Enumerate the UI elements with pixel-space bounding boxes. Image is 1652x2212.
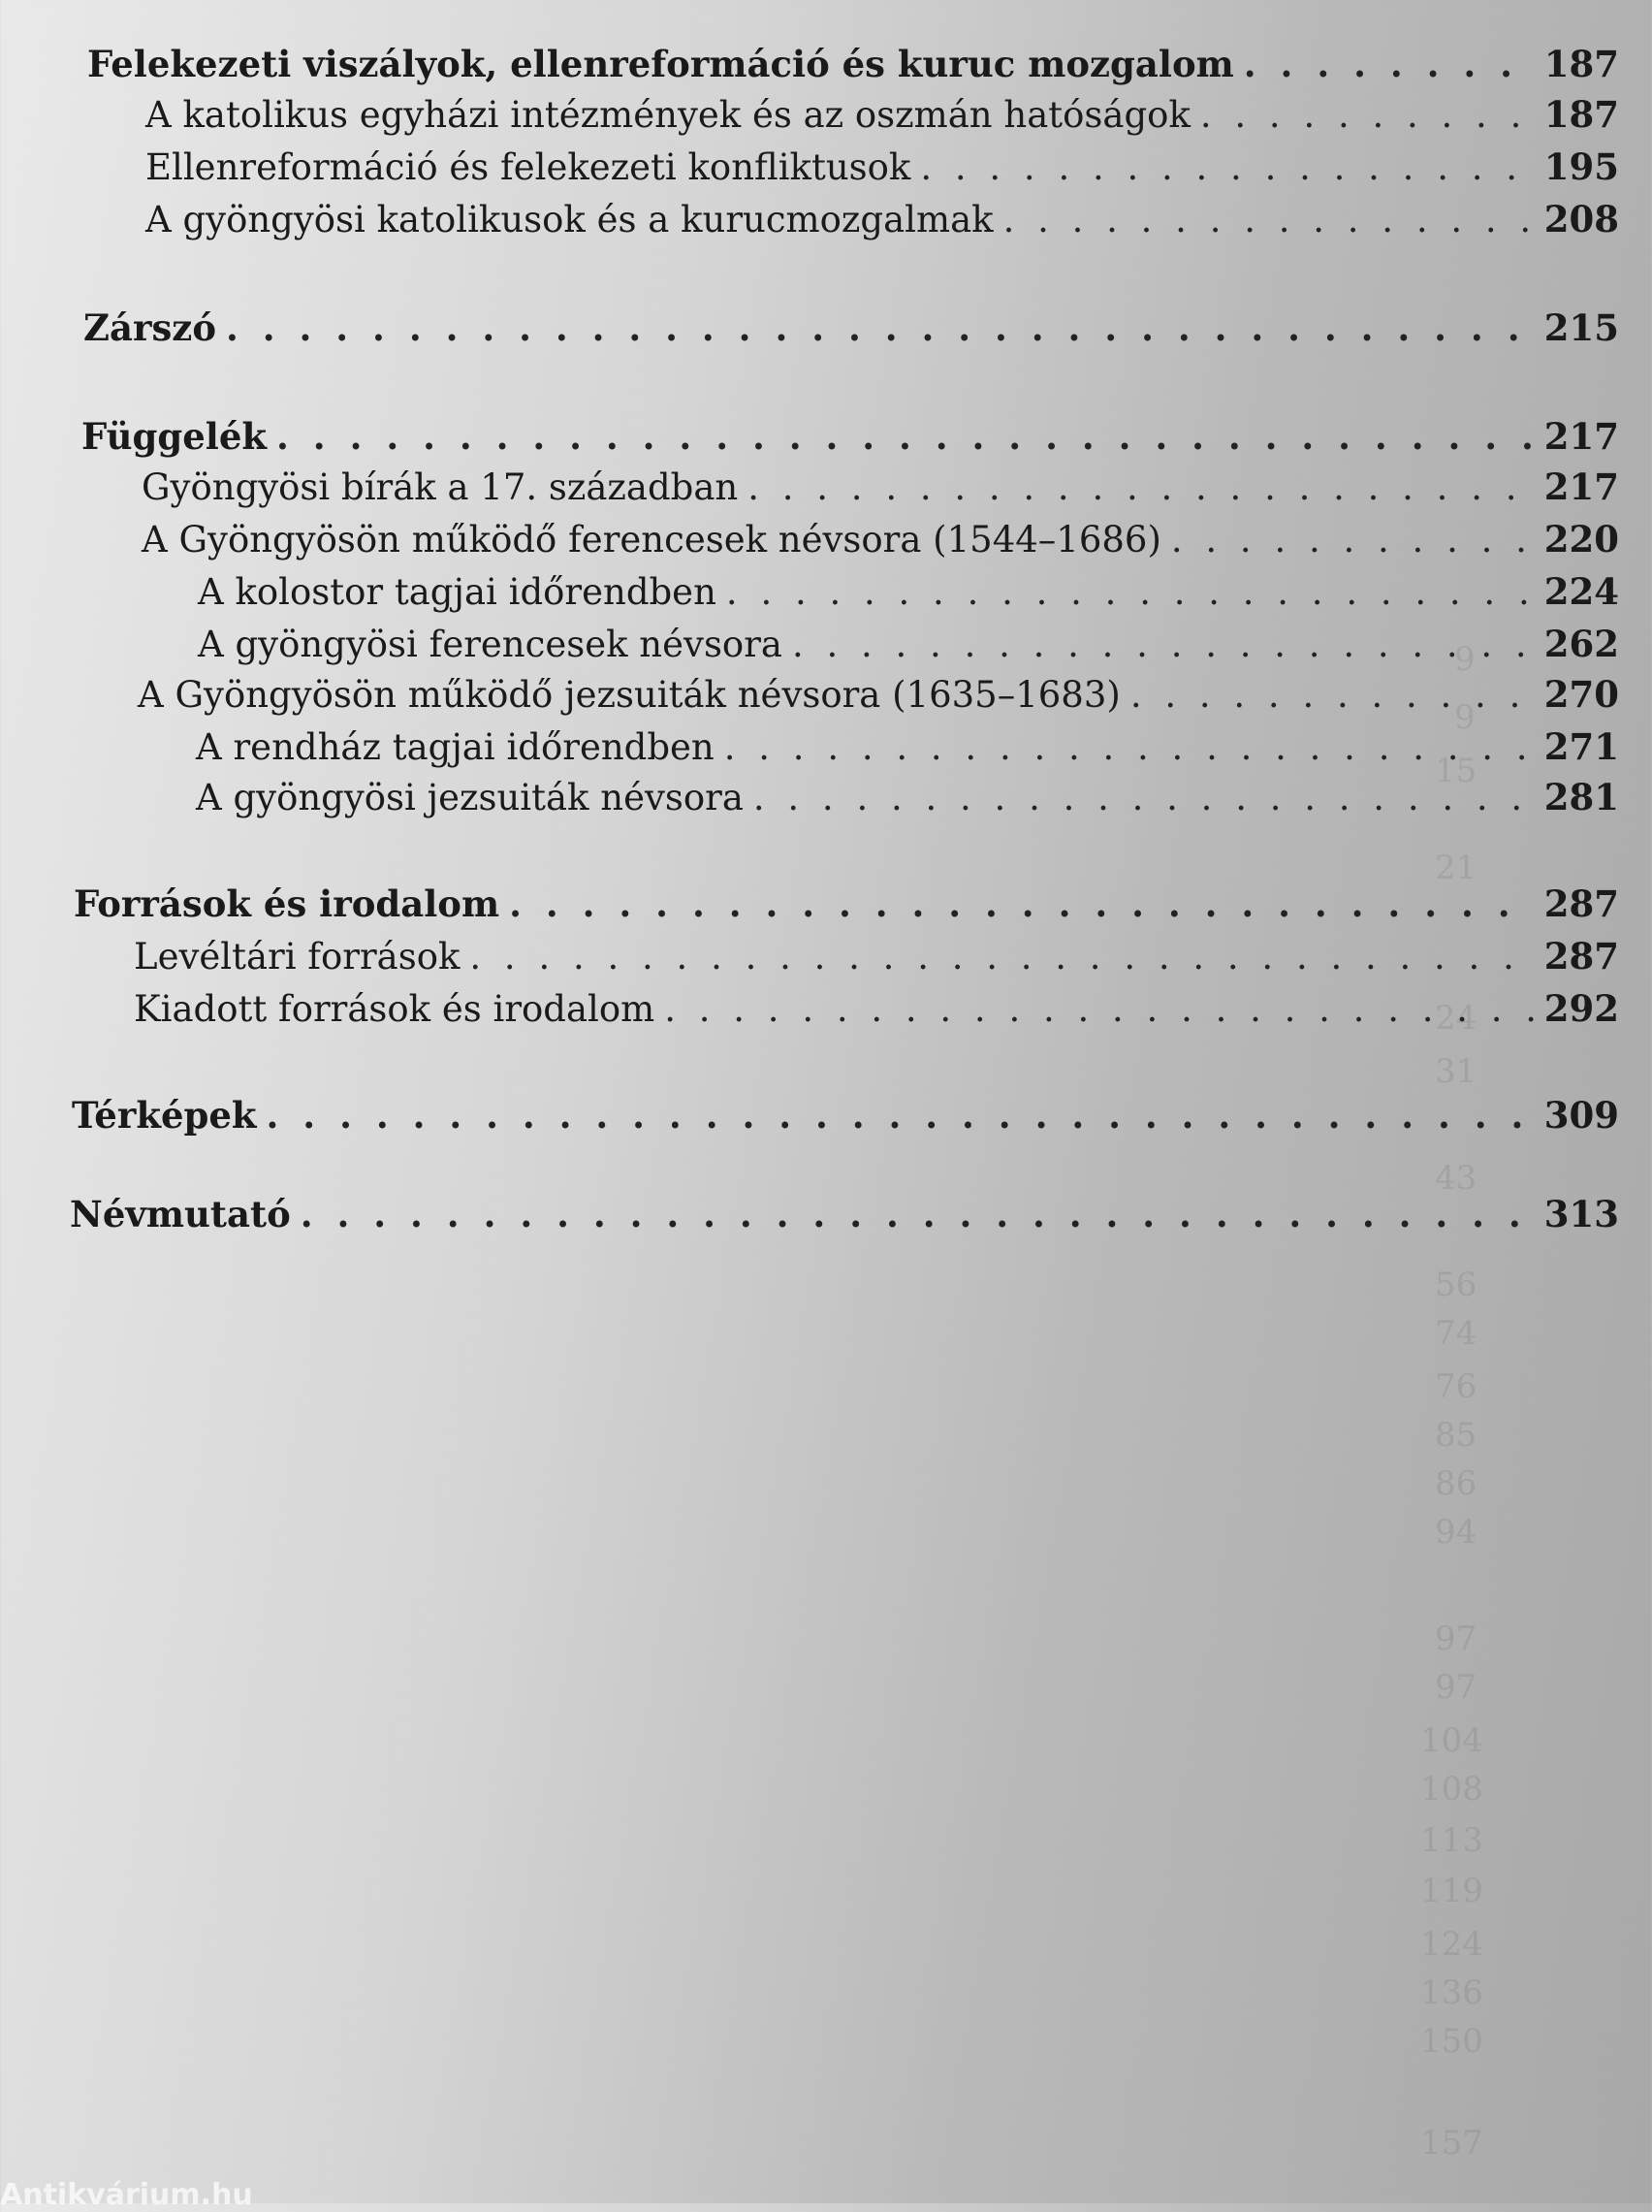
toc-entry-page: 220 (1543, 518, 1619, 561)
show-through-text: 9 (1454, 698, 1476, 737)
toc-entry-title: Névmutató (70, 1193, 291, 1235)
show-through-text: 86 (1435, 1464, 1477, 1503)
toc-entry (74, 879, 1619, 929)
show-through-text: 150 (1420, 2022, 1483, 2061)
show-through-text: 104 (1420, 1721, 1483, 1760)
toc-entry-page: 262 (1543, 623, 1619, 665)
dot-leader (301, 1189, 1535, 1239)
dot-leader (724, 722, 1535, 773)
toc-entry-page: 309 (1543, 1094, 1619, 1137)
toc-entry-page: 270 (1543, 673, 1619, 716)
dot-leader (509, 879, 1535, 929)
dot-leader (1200, 90, 1535, 141)
show-through-text: 97 (1435, 1668, 1477, 1707)
show-through-text: 124 (1420, 1925, 1483, 1964)
show-through-text: 9 (1454, 640, 1476, 679)
toc-entry-title: A kolostor tagjai időrendben (198, 571, 716, 613)
toc-entry-title: Kiadott források és irodalom (134, 988, 655, 1030)
show-through-text: 15 (1435, 752, 1477, 790)
toc-entry-title: A gyöngyösi katolikusok és a kurucmozgalmak (145, 199, 994, 240)
dot-leader (226, 303, 1535, 353)
show-through-text: 43 (1435, 1159, 1477, 1198)
toc-entry (81, 411, 1619, 462)
toc-entry (142, 514, 1619, 565)
show-through-text: 97 (1435, 1619, 1477, 1658)
toc-entry-page: 187 (1543, 43, 1619, 85)
toc-entry (196, 772, 1619, 823)
toc-entry (198, 566, 1619, 618)
toc-entry-page: 281 (1543, 776, 1619, 818)
show-through-text: 21 (1435, 849, 1477, 887)
toc-entry-page: 287 (1543, 882, 1619, 925)
toc-entry-title: A Gyöngyösön működő jezsuiták névsora (1635–1683) (138, 674, 1121, 716)
toc-entry (83, 303, 1619, 353)
dot-leader (1171, 515, 1535, 565)
toc-entry-title: Levéltári források (134, 936, 461, 978)
dot-leader (1244, 39, 1535, 89)
show-through-text: 108 (1420, 1770, 1483, 1809)
toc-entry (142, 462, 1619, 513)
toc-entry (198, 619, 1619, 670)
toc-entry-title: Függelék (81, 415, 268, 458)
toc-entry (138, 669, 1619, 721)
show-through-text: 24 (1435, 999, 1477, 1038)
watermark-text: Antikvárium.hu (0, 2178, 253, 2212)
toc-entry-page: 187 (1543, 93, 1619, 136)
toc-entry-page: 271 (1543, 725, 1619, 768)
toc-entry-title: A Gyöngyösön működő ferencesek névsora (1544–1686) (142, 519, 1161, 561)
toc-entry-page: 224 (1543, 570, 1619, 613)
toc-entry-title: Térképek (72, 1094, 257, 1137)
toc-entry (145, 142, 1619, 193)
toc-entry (134, 931, 1619, 982)
toc-entry-title: Gyöngyösi bírák a 17. században (142, 466, 739, 508)
dot-leader (1003, 195, 1535, 245)
show-through-text: 113 (1420, 1821, 1483, 1860)
show-through-text: 56 (1435, 1266, 1477, 1304)
toc-entry-page: 215 (1543, 306, 1619, 349)
toc-entry (196, 721, 1619, 773)
toc-entry (145, 194, 1619, 245)
show-through-text: 74 (1435, 1314, 1477, 1353)
dot-leader (726, 567, 1535, 618)
show-through-text: 31 (1435, 1052, 1477, 1091)
show-through-text: 76 (1435, 1367, 1477, 1406)
show-through-text: 85 (1435, 1416, 1477, 1455)
toc-entry-page: 195 (1543, 145, 1619, 188)
toc-entry-title: A gyöngyösi ferencesek névsora (198, 624, 782, 665)
toc-entry-title: Források és irodalom (74, 882, 500, 925)
dot-leader (747, 463, 1535, 513)
toc-entry-page: 313 (1543, 1193, 1619, 1235)
dot-leader (1130, 670, 1535, 721)
toc-entry-title: Ellenreformáció és felekezeti konfliktusok (145, 146, 911, 188)
toc-entry (72, 1090, 1619, 1140)
toc-entry-page: 217 (1543, 415, 1619, 458)
show-through-text: 157 (1420, 2124, 1483, 2163)
toc-entry-page: 287 (1543, 935, 1619, 978)
dot-leader (792, 620, 1535, 670)
toc-entry-page: 292 (1543, 987, 1619, 1030)
dot-leader (276, 411, 1535, 462)
toc-entry-page: 208 (1543, 198, 1619, 240)
show-through-text: 119 (1420, 1872, 1483, 1910)
dot-leader (664, 984, 1535, 1035)
show-through-text: 136 (1420, 1973, 1483, 2012)
toc-entry-title: A rendház tagjai időrendben (196, 726, 715, 768)
toc-entry-title: A katolikus egyházi intézmények és az oszmán hatóságok (145, 94, 1191, 136)
dot-leader (920, 143, 1534, 193)
dot-leader (753, 773, 1535, 823)
toc-entry-page: 217 (1543, 465, 1619, 508)
toc-entry-title: Zárszó (83, 306, 216, 349)
toc-entry-title: Felekezeti viszályok, ellenreformáció és kuruc mozgalom (87, 43, 1234, 85)
toc-entry (145, 89, 1619, 141)
toc-entry-title: A gyöngyösi jezsuiták névsora (196, 777, 744, 818)
show-through-text: 94 (1435, 1513, 1477, 1552)
toc-entry (87, 39, 1619, 89)
toc-entry (134, 983, 1619, 1035)
dot-leader (267, 1090, 1535, 1140)
dot-leader (469, 932, 1534, 982)
toc-entry (70, 1189, 1619, 1239)
